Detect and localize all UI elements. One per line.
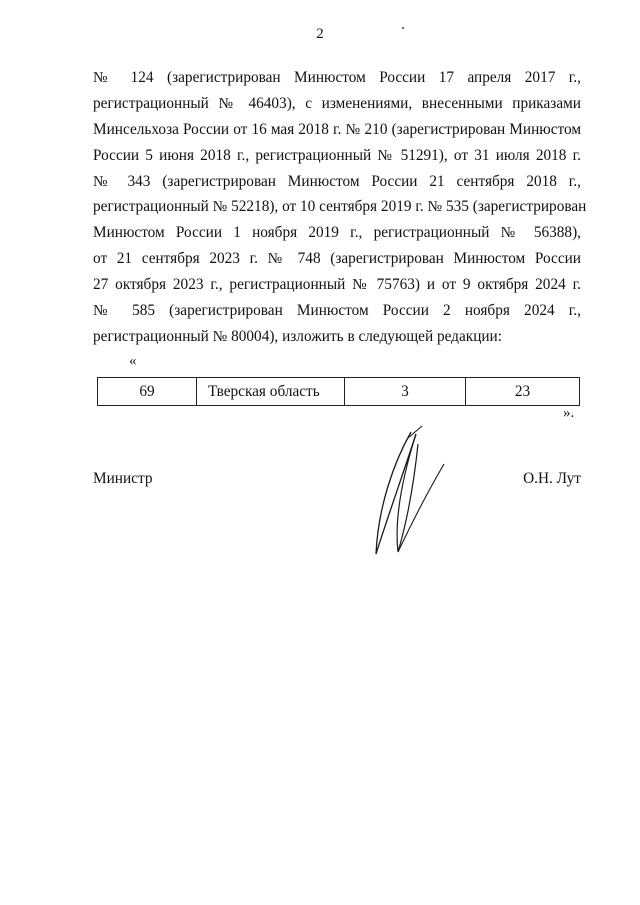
- body-line: Минсельхоза России от 16 мая 2018 г. № 210 (зарегистрирован Минюстом: [93, 120, 581, 138]
- body-line: от 21 сентября 2023 г. № 748 (зарегистрирован Минюстом России: [93, 250, 581, 268]
- signatory-title: Министр: [93, 470, 153, 487]
- body-paragraph: [93, 65, 587, 350]
- region-table: [97, 377, 580, 406]
- table-row: [98, 378, 580, 406]
- body-line: регистрационный № 52218), от 10 сентября 2019 г. № 535 (зарегистрирован: [93, 198, 587, 216]
- table-cell-value1: 3: [345, 378, 466, 406]
- body-line: России 5 июня 2018 г., регистрационный № 51291), от 31 июля 2018 г.: [93, 146, 581, 164]
- body-line: регистрационный № 46403), с изменениями, внесенными приказами: [93, 94, 581, 112]
- signatory-name: О.Н. Лут: [523, 470, 581, 487]
- opening-quote: «: [129, 353, 137, 369]
- body-line: Минюстом России 1 ноября 2019 г., регистрационный № 56388),: [93, 224, 581, 242]
- page-number: 2: [316, 26, 324, 42]
- closing-quote: ».: [563, 405, 575, 421]
- table-cell-region: Тверская область: [197, 378, 345, 406]
- table-cell-number: 69: [98, 378, 197, 406]
- body-line: регистрационный № 80004), изложить в следующей редакции:: [93, 327, 502, 345]
- table-cell-value2: 23: [466, 378, 580, 406]
- body-line: № 585 (зарегистрирован Минюстом России 2 ноября 2024 г.,: [93, 302, 581, 320]
- body-line: № 343 (зарегистрирован Минюстом России 21 сентября 2018 г.,: [93, 172, 581, 190]
- scan-speck: [402, 27, 404, 29]
- body-line: № 124 (зарегистрирован Минюстом России 17 апреля 2017 г.,: [93, 69, 581, 86]
- handwritten-signature: [364, 422, 454, 562]
- body-line: 27 октября 2023 г., регистрационный № 75763) и от 9 октября 2024 г.: [93, 276, 581, 294]
